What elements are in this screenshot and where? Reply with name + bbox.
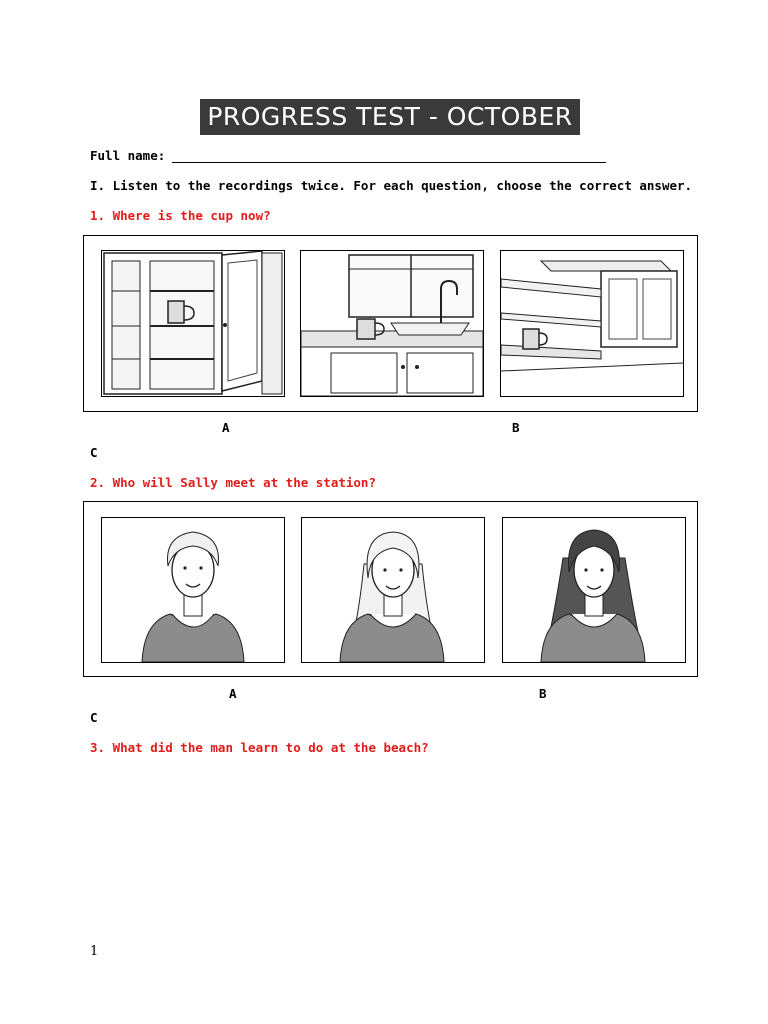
section-heading: I. Listen to the recordings twice. For each question, choose the correct answer. (90, 178, 693, 193)
question-2-image-frame (83, 501, 698, 677)
cup-by-sink-picture[interactable] (300, 250, 484, 397)
woman-short-hair-picture[interactable] (101, 517, 285, 663)
page-number: 1 (90, 944, 99, 959)
question-1-image-frame (83, 235, 698, 412)
question-2: 2. Who will Sally meet at the station? (90, 475, 376, 490)
option-c-label: C (90, 710, 98, 725)
option-b-label: B (512, 420, 520, 435)
question-1: 1. Where is the cup now? (90, 208, 271, 223)
option-a-label: A (229, 686, 237, 701)
full-name-label: Full name: (90, 148, 166, 163)
option-a-label: A (222, 420, 230, 435)
test-title: PROGRESS TEST - OCTOBER (200, 99, 580, 135)
cup-on-shelf-picture[interactable] (500, 250, 684, 397)
woman-long-blonde-hair-picture[interactable] (301, 517, 485, 663)
option-b-label: B (539, 686, 547, 701)
woman-long-dark-hair-picture[interactable] (502, 517, 686, 663)
option-c-label: C (90, 445, 98, 460)
full-name-line[interactable] (172, 162, 606, 163)
question-3: 3. What did the man learn to do at the beach? (90, 740, 429, 755)
cup-in-cupboard-picture[interactable] (101, 250, 285, 397)
